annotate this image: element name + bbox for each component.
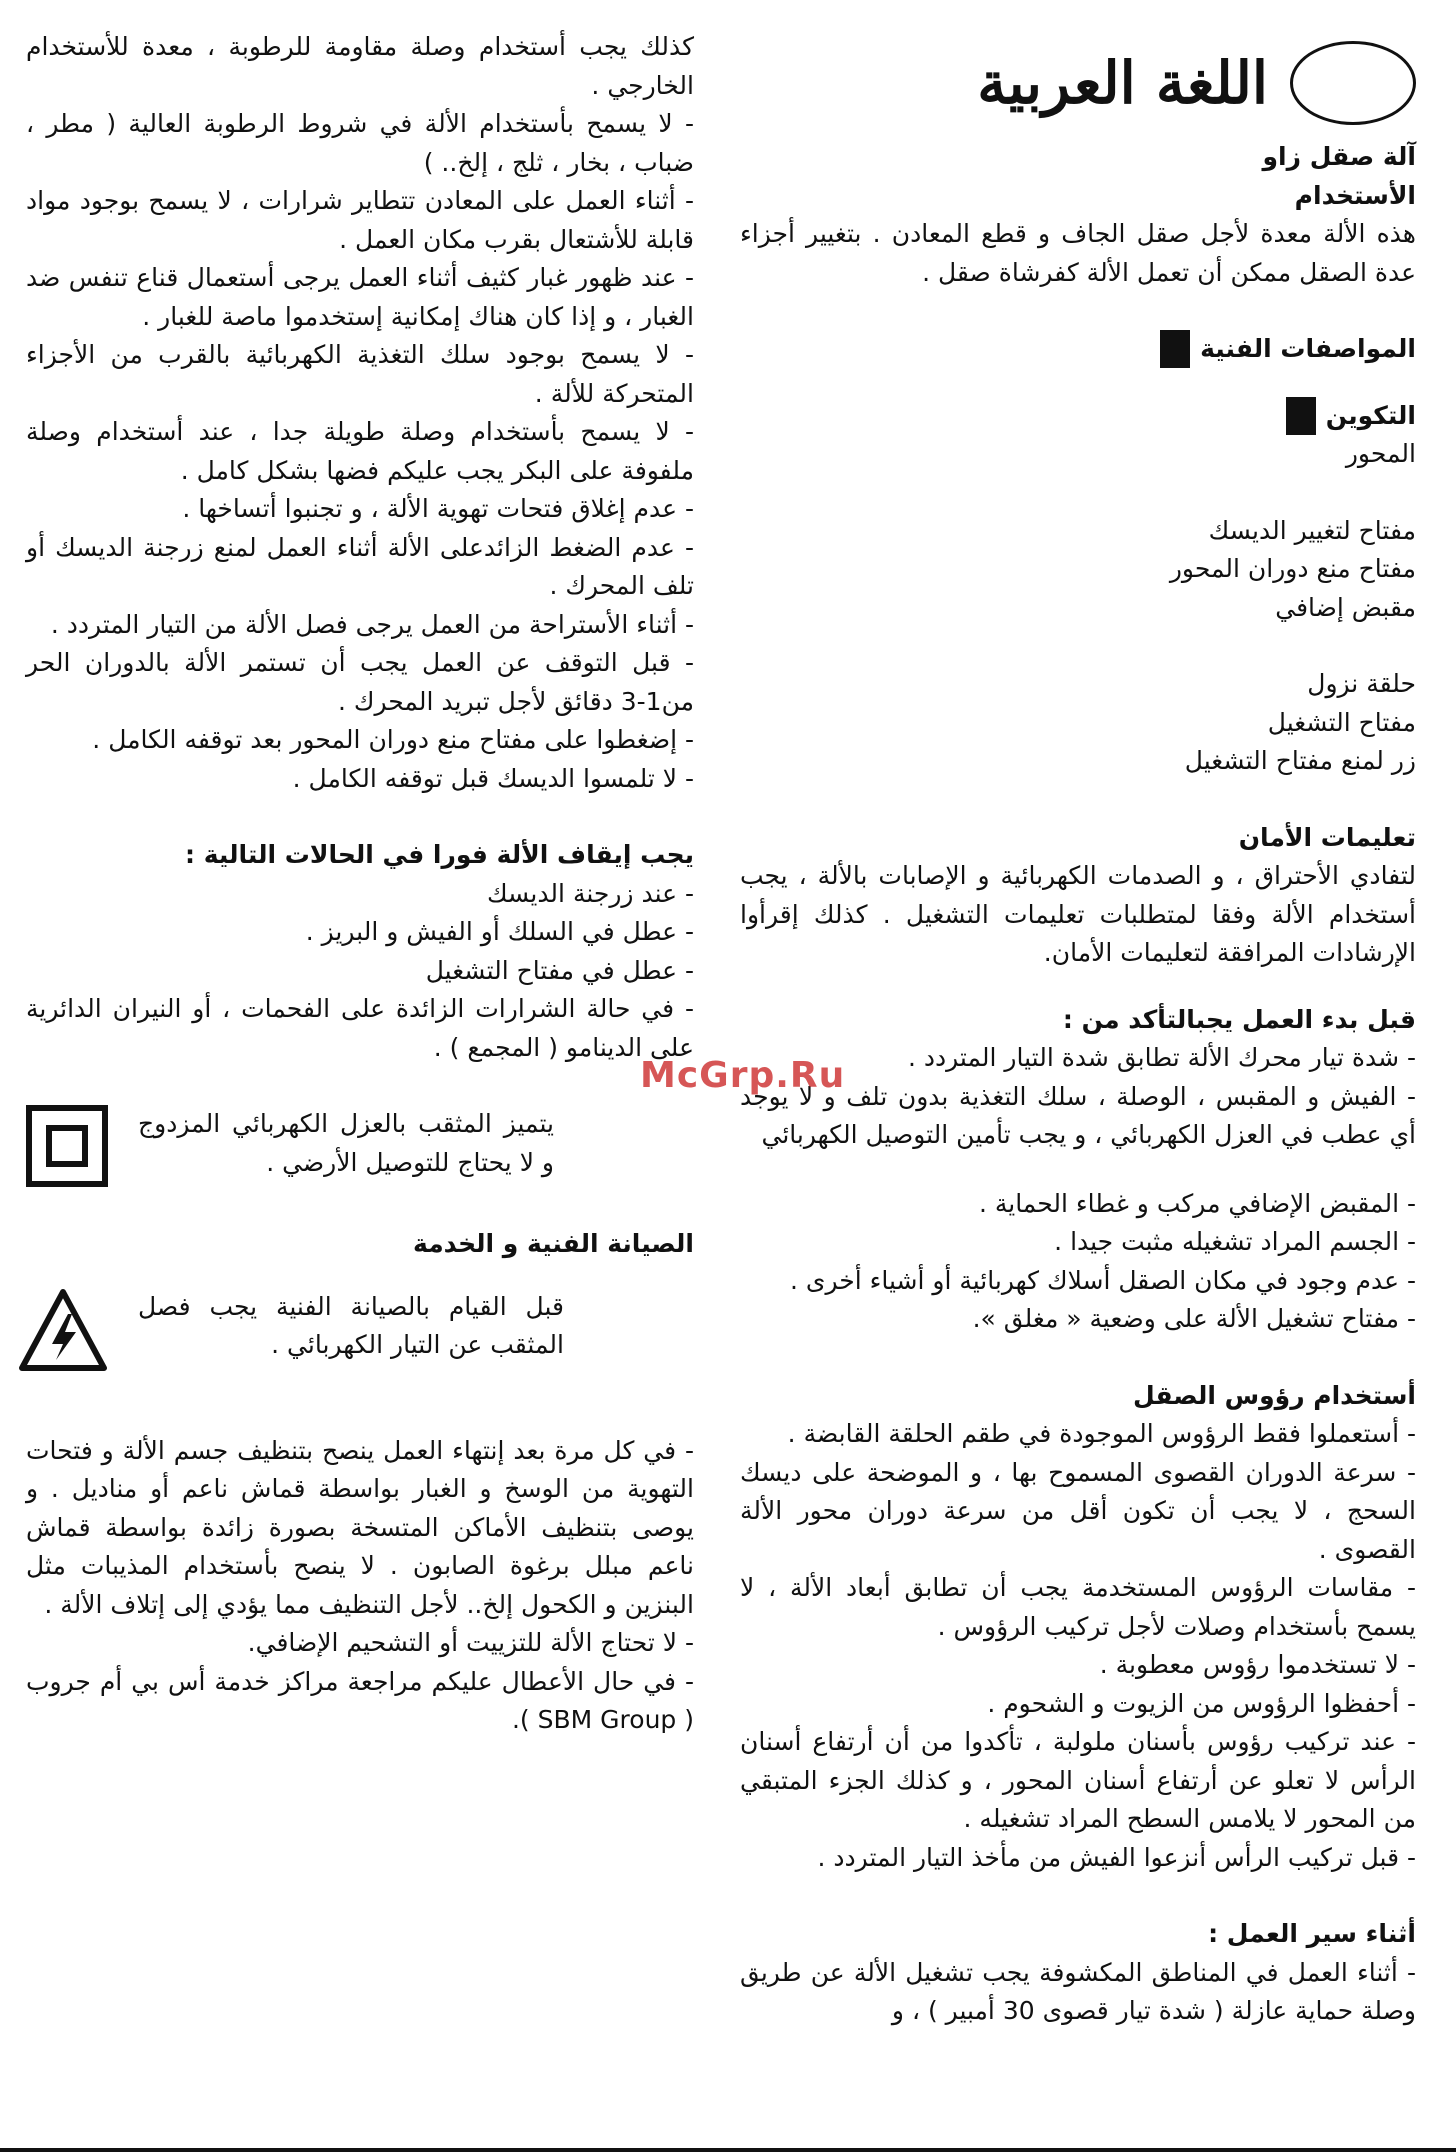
list-item: - عدم وجود في مكان الصقل أسلاك كهربائية أو أشياء أخرى . [790, 1265, 1416, 1295]
part-item: المحور [1345, 439, 1416, 468]
safety-heading: تعليمات الأمان [1238, 822, 1416, 852]
list-item: - أستعملوا فقط الرؤوس الموجودة في طقم الحلقة القابضة . [787, 1419, 1416, 1448]
right-column [740, 28, 1416, 2031]
list-item: - لا يسمح بأستخدام وصلة طويلة جدا ، عند أستخدام وصلة ملفوفة على البكر يجب عليكم فضها بشكل كامل . [26, 417, 694, 485]
list-item: - عند تركيب رؤوس بأسنان ملولبة ، تأكدوا من أن أرتفاع أسنان الرأس لا تعلو عن أرتفاع أسنان المحور ، و كذلك الجزء المتبقي من المحور لا يلامس السطح المراد تشغيله . [740, 1727, 1416, 1833]
list-item: - شدة تيار محرك الألة تطابق شدة التيار المتردد . [907, 1043, 1416, 1072]
specs-heading-row [740, 330, 1416, 369]
usage-text: هذه الألة معدة لأجل صقل الجاف و قطع المعادن . بتغيير أجزاء عدة الصقل ممكن أن تعمل الألة كفرشاة صقل . [740, 219, 1416, 287]
parts-group-2 [740, 512, 1416, 628]
warning-text: قبل القيام بالصيانة الفنية يجب فصل المثقب عن التيار الكهربائي . [138, 1291, 564, 1359]
language-oval-icon [1290, 41, 1416, 125]
list-item: - عطل في مفتاح التشغيل [425, 955, 694, 985]
title-row [740, 28, 1416, 138]
list-item: - أثناء الأستراحة من العمل يرجى فصل الألة من التيار المتردد . [50, 609, 694, 639]
maintenance-list [26, 1432, 694, 1740]
list-item: - إضغطوا على مفتاح منع دوران المحور بعد توقفه الكامل . [92, 725, 694, 754]
part-item: مفتاح منع دوران المحور [1169, 554, 1416, 583]
parts-group-3 [740, 665, 1416, 781]
usage-heading: الأستخدام [1294, 180, 1416, 210]
list-item: - عطل في السلك أو الفيش و البريز . [305, 917, 694, 946]
build-heading-row [740, 397, 1416, 436]
intro-list [26, 28, 694, 798]
part-item: مفتاح لتغيير الديسك [1208, 515, 1416, 545]
list-item: - الفيش و المقبس ، الوصلة ، سلك التغذية بدون تلف و لا يوجد أي عطب في العزل الكهربائي ، و يجب تأمين التوصيل الكهربائي [740, 1081, 1416, 1149]
list-item: - أثناء العمل على المعادن تتطاير شرارات ، لا يسمح بوجود مواد قابلة للأشتعال بقرب مكان العمل . [26, 186, 694, 254]
specs-heading: المواصفات الفنية [1200, 334, 1416, 363]
list-item: - عدم الضغط الزائدعلى الألة أثناء العمل لمنع زرجنة الديسك أو تلف المحرك . [26, 532, 694, 600]
list-item: - في حال الأعطال عليكم مراجعة مراكز خدمة أس بي أم جروب ( SBM Group ). [26, 1666, 694, 1734]
list-item: - لا تحتاج الألة للتزييت أو التشحيم الإضافي. [247, 1628, 694, 1657]
heads-list [740, 1415, 1416, 1877]
tool-name: آلة صقل زاو [1262, 142, 1416, 171]
list-item: - عدم إغلاق فتحات تهوية الألة ، و تجنبوا أتساخها . [182, 494, 694, 523]
list-item: - عند ظهور غبار كثيف أثناء العمل يرجى أستعمال قناع تنفس ضد الغبار ، و إذا كان هناك إمكانية إستخدموا ماصة للغبار . [26, 263, 694, 331]
before-heading: قبل بدء العمل يجبالتأكد من : [1062, 1004, 1416, 1034]
maintenance-heading: الصيانة الفنية و الخدمة [413, 1229, 694, 1258]
heads-heading: أستخدام رؤوس الصقل [1133, 1380, 1416, 1410]
list-item: - مقاسات الرؤوس المستخدمة يجب أن تطابق أبعاد الألة ، لا يسمح بأستخدام وصلات لأجل تركيب الرؤوس . [740, 1573, 1416, 1641]
list-item: - في حالة الشرارات الزائدة على الفحمات ، أو النيران الدائرية على الدينامو ( المجمع ) . [26, 994, 694, 1062]
stop-heading: يجب إيقاف الألة فورا في الحالات التالية : [185, 840, 694, 869]
during-list [740, 1954, 1416, 2031]
part-item: حلقة نزول [1307, 669, 1416, 698]
parts-group-1 [740, 435, 1416, 474]
double-insulation-icon [26, 1105, 108, 1187]
list-item: - عند زرجنة الديسك [486, 878, 694, 908]
list-item: - لا يسمح بأستخدام الألة في شروط الرطوبة العالية ( مطر ، ضباب ، بخار ، ثلج ، إلخ.. ) [26, 109, 694, 177]
insulation-text: يتميز المثقب بالعزل الكهربائي المزدوج و لا يحتاج للتوصيل الأرضي . [138, 1109, 554, 1177]
part-item: مقبض إضافي [1275, 592, 1416, 622]
insulation-note [26, 1105, 694, 1187]
left-column [26, 28, 694, 1740]
black-square-icon [1286, 397, 1316, 435]
list-item: كذلك يجب أستخدام وصلة مقاومة للرطوبة ، معدة للأستخدام الخارجي . [26, 32, 694, 100]
part-item: مفتاح التشغيل [1267, 707, 1416, 737]
list-item: - أحفظوا الرؤوس من الزيوت و الشحوم . [987, 1688, 1416, 1718]
list-item: - لا تلمسوا الديسك قبل توقفه الكامل . [292, 763, 694, 793]
list-item: - سرعة الدوران القصوى المسموح بها ، و الموضحة على ديسك السحج ، لا يجب أن تكون أقل من سرعة دوران محور الألة القصوى . [740, 1457, 1416, 1564]
safety-text: لتفادي الأحتراق ، و الصدمات الكهربائية و الإصابات بالألة ، يجب أستخدام الألة وفقا لمتطلبات تعليمات التشغيل . كذلك إقرأوا الإرشادات المرافقة لتعليمات الأمان. [740, 861, 1416, 967]
before-list-2 [740, 1185, 1416, 1339]
list-item: - لا يسمح بوجود سلك التغذية الكهربائية بالقرب من الأجزاء المتحركة للألة . [26, 340, 694, 408]
stop-list [26, 875, 694, 1068]
list-item: - المقبض الإضافي مركب و غطاء الحماية . [978, 1188, 1416, 1218]
list-item: - قبل تركيب الرأس أنزعوا الفيش من مأخذ التيار المتردد . [817, 1842, 1416, 1872]
watermark: McGrp.Ru [640, 1055, 846, 1096]
list-item: - في كل مرة بعد إنتهاء العمل ينصح بتنظيف جسم الألة و فتحات التهوية من الوسخ و الغبار بواسطة قماش ناعم أو مناديل . و يوصى بتنظيف الأماكن المتسخة بصورة زائدة بواسطة قماش ناعم مبلل برغوة الصابون . لا ينصح بأستخدام المذيبات مثل البنزين و الكحول إلخ.. لأجل التنظيف مما يؤدي إلى إتلاف الألة . [26, 1435, 694, 1619]
high-voltage-warning-icon [26, 1288, 108, 1370]
build-heading: التكوين [1325, 400, 1416, 430]
list-item: - أثناء العمل في المناطق المكشوفة يجب تشغيل الألة عن طريق وصلة حماية عازلة ( شدة تيار قصوى 30 أمبير ) ، و [740, 1957, 1416, 2025]
black-square-icon [1160, 330, 1190, 368]
page-title: اللغة العربية [977, 49, 1268, 117]
bottom-rule [0, 2148, 1456, 2152]
warning-note [26, 1288, 694, 1370]
list-item: - الجسم المراد تشغيله مثبت جيدا . [1054, 1227, 1416, 1256]
during-heading: أثناء سير العمل : [1208, 1919, 1416, 1948]
list-item: - مفتاح تشغيل الألة على وضعية « مغلق ». [972, 1304, 1416, 1333]
part-item: زر لمنع مفتاح التشغيل [1184, 746, 1416, 775]
list-item: - لا تستخدموا رؤوس معطوبة . [1099, 1650, 1416, 1679]
list-item: - قبل التوقف عن العمل يجب أن تستمر الألة بالدوران الحر من1-3 دقائق لأجل تبريد المحرك . [26, 648, 694, 716]
